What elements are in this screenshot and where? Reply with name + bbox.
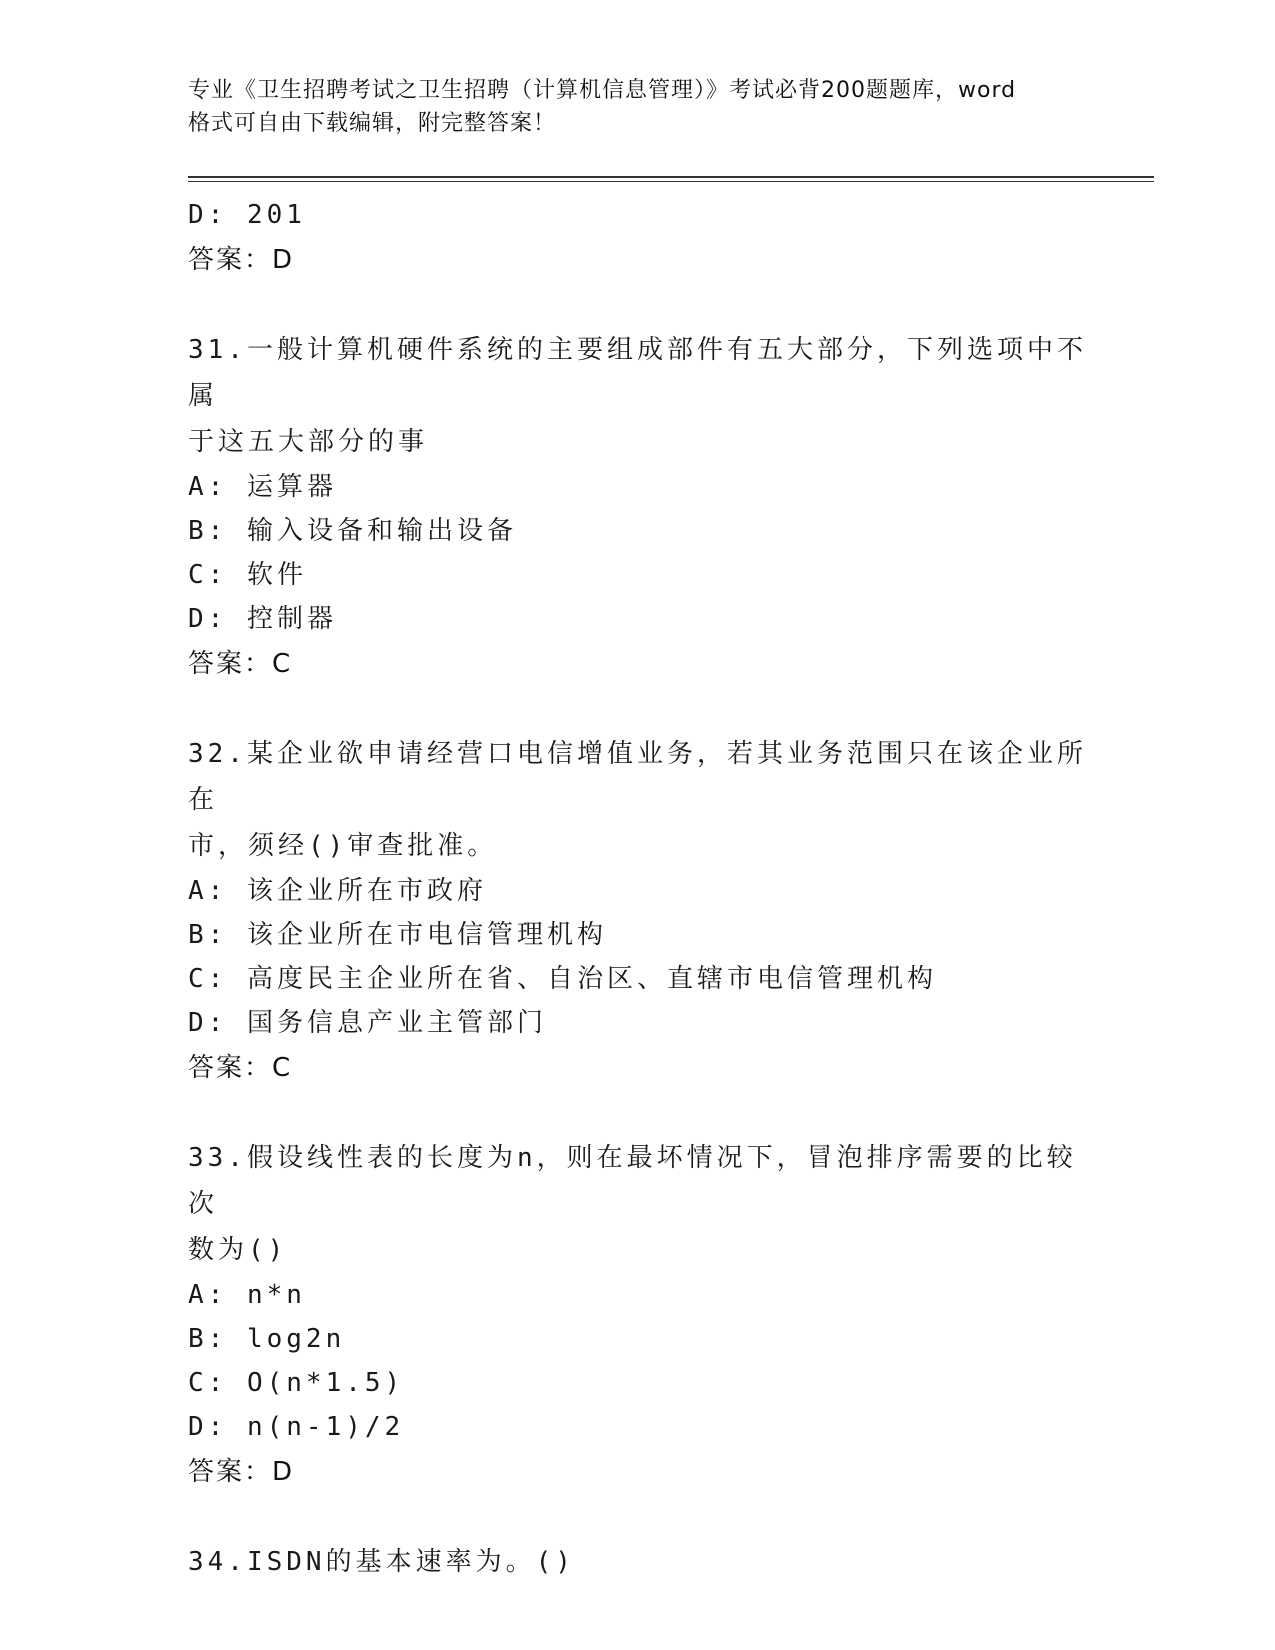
answer-value: D	[272, 1457, 295, 1487]
document-header	[188, 74, 1088, 140]
answer-previous	[188, 237, 1088, 283]
question-34-line-1: 34.ISDN的基本速率为。()	[188, 1547, 575, 1577]
question-33-line-1: 33.假设线性表的长度为n，则在最坏情况下，冒泡排序需要的比较次	[188, 1143, 1077, 1219]
question-31-line-2: 于这五大部分的事	[188, 427, 429, 457]
question-32-line-1: 32.某企业欲申请经营口电信增值业务，若其业务范围只在该企业所在	[188, 739, 1087, 815]
answer-value: C	[272, 1053, 293, 1083]
header-divider-thick	[188, 176, 1154, 178]
answer-value: D	[272, 245, 295, 275]
question-32-line-2: 市，须经()审查批准。	[188, 831, 498, 861]
spacer	[188, 687, 1088, 731]
header-line-1: 专业《卫生招聘考试之卫生招聘（计算机信息管理）》考试必背200题题库，word	[188, 78, 1017, 103]
question-31-answer	[188, 641, 1088, 687]
answer-label: 答案：	[188, 1457, 273, 1487]
question-33-option-c: C: O(n*1.5)	[188, 1368, 405, 1398]
question-32-option-b: B: 该企业所在市电信管理机构	[188, 920, 607, 950]
document-body	[188, 193, 1088, 1585]
question-33-option-d: D: n(n-1)/2	[188, 1412, 405, 1442]
spacer	[188, 1091, 1088, 1135]
spacer	[188, 1495, 1088, 1539]
question-33-option-a: A: n*n	[188, 1280, 306, 1310]
question-31-option-a: A: 运算器	[188, 472, 337, 502]
question-32-option-d: D: 国务信息产业主管部门	[188, 1008, 547, 1038]
header-divider-thin	[188, 181, 1154, 182]
answer-label: 答案：	[188, 649, 273, 679]
question-31-option-c: C: 软件	[188, 560, 307, 590]
option-d-previous: D: 201	[188, 200, 306, 230]
question-31-line-1: 31.一般计算机硬件系统的主要组成部件有五大部分，下列选项中不属	[188, 335, 1087, 411]
question-32-option-a: A: 该企业所在市政府	[188, 876, 487, 906]
answer-label: 答案：	[188, 1053, 273, 1083]
answer-value: C	[272, 649, 293, 679]
question-33-line-2: 数为()	[188, 1235, 288, 1265]
question-33-answer	[188, 1449, 1088, 1495]
question-31-option-b: B: 输入设备和输出设备	[188, 516, 517, 546]
question-31-option-d: D: 控制器	[188, 604, 337, 634]
header-line-2: 格式可自由下载编辑，附完整答案！	[188, 111, 557, 136]
question-32-answer	[188, 1045, 1088, 1091]
question-32-option-c: C: 高度民主企业所在省、自治区、直辖市电信管理机构	[188, 964, 937, 994]
answer-label: 答案：	[188, 245, 273, 275]
question-33-option-b: B: log2n	[188, 1324, 346, 1354]
spacer	[188, 283, 1088, 327]
